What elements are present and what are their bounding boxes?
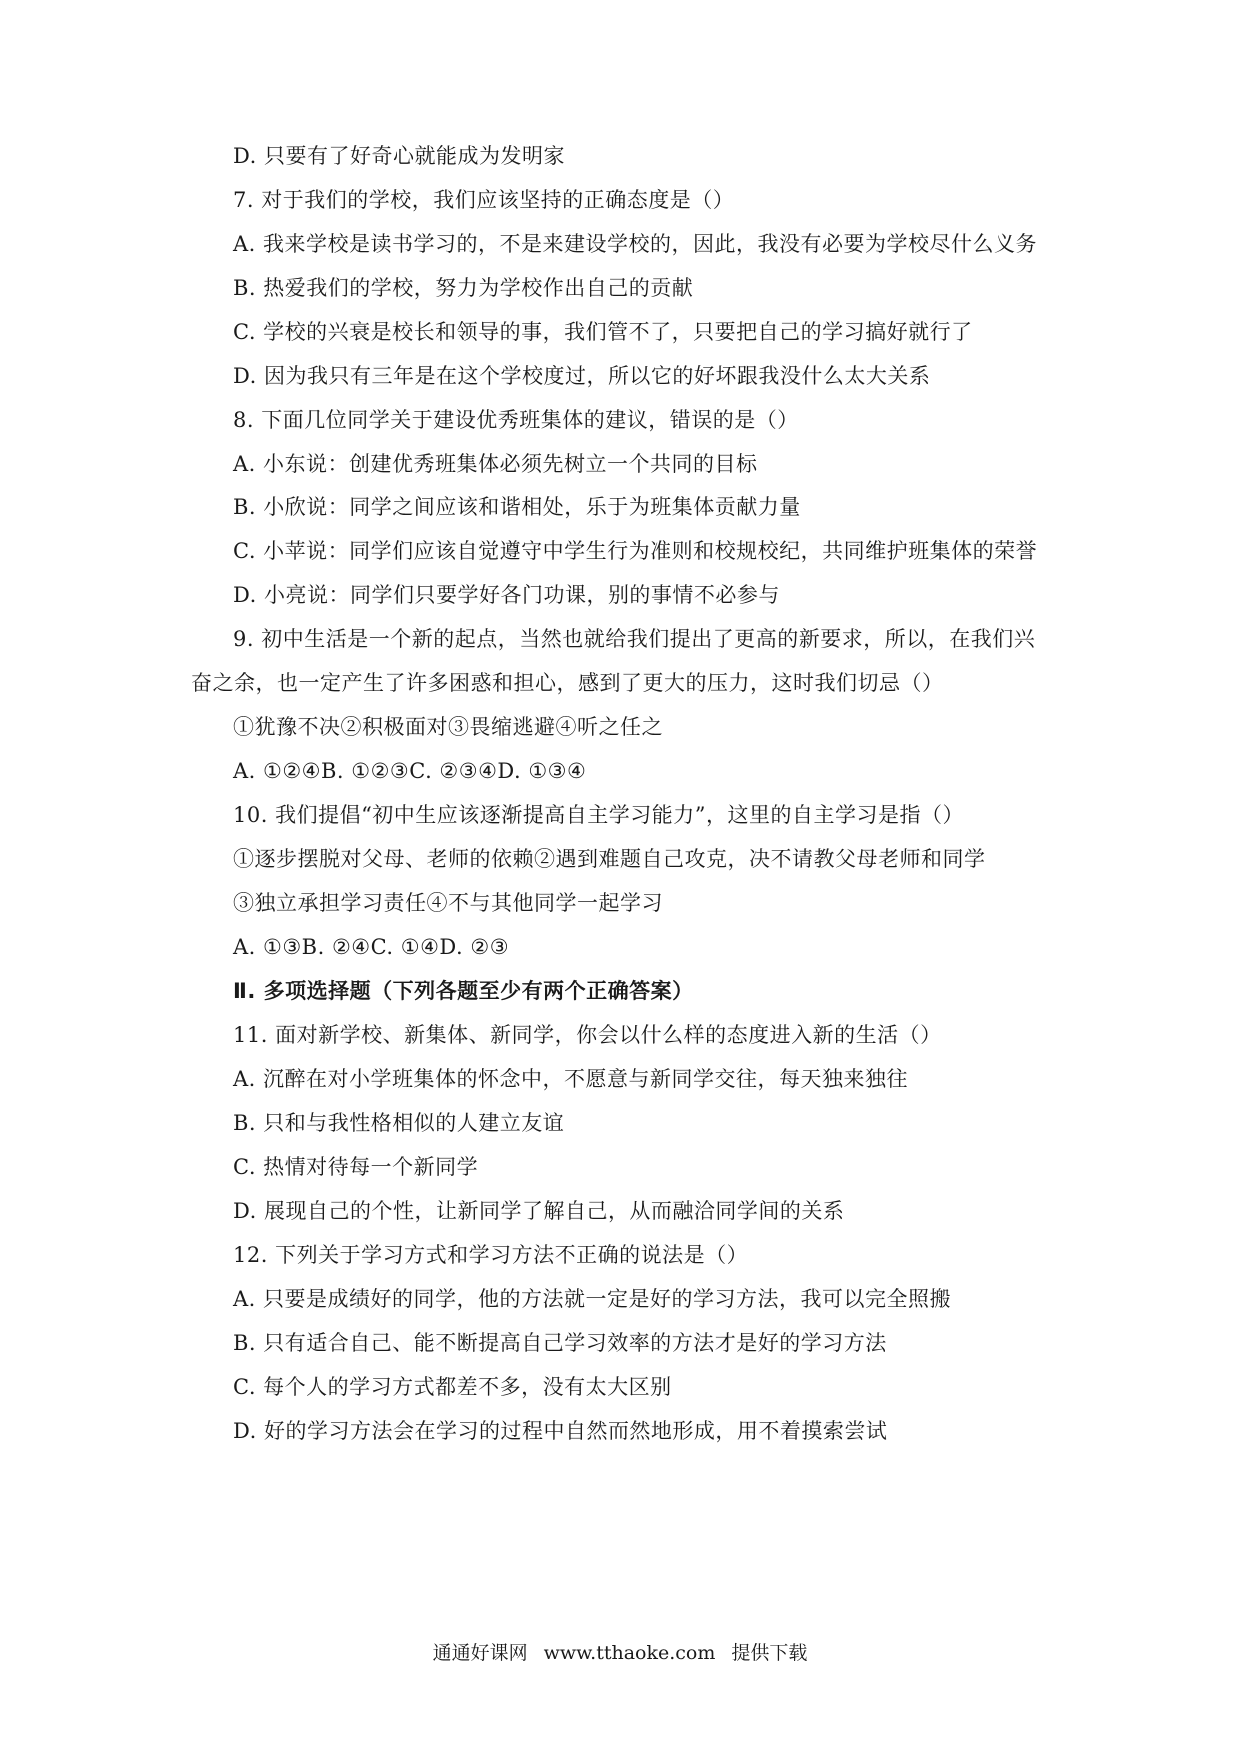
question-11: 11. 面对新学校、新集体、新同学，你会以什么样的态度进入新的生活（） xyxy=(233,1023,942,1047)
option-8b: B. 小欣说：同学之间应该和谐相处，乐于为班集体贡献力量 xyxy=(233,495,801,519)
option-11d: D. 展现自己的个性，让新同学了解自己，从而融洽同学间的关系 xyxy=(233,1199,845,1223)
question-9-items: ①犹豫不决②积极面对③畏缩逃避④听之任之 xyxy=(233,715,663,739)
option-7c: C. 学校的兴衰是校长和领导的事，我们管不了，只要把自己的学习搞好就行了 xyxy=(233,320,973,344)
option-8d: D. 小亮说：同学们只要学好各门功课，别的事情不必参与 xyxy=(233,583,780,607)
question-10: 10. 我们提倡“初中生应该逐渐提高自主学习能力”，这里的自主学习是指（） xyxy=(233,803,965,827)
option-7a: A. 我来学校是读书学习的，不是来建设学校的，因此，我没有必要为学校尽什么义务 xyxy=(233,232,1038,256)
option-11a: A. 沉醉在对小学班集体的怀念中，不愿意与新同学交往，每天独来独往 xyxy=(233,1067,909,1091)
option-12a: A. 只要是成绩好的同学，他的方法就一定是好的学习方法，我可以完全照搬 xyxy=(233,1287,952,1311)
options-10: A. ①③B. ②④C. ①④D. ②③ xyxy=(233,935,510,959)
option-12d: D. 好的学习方法会在学习的过程中自然而然地形成，用不着摸索尝试 xyxy=(233,1419,888,1443)
question-9-cont: 奋之余，也一定产生了许多困惑和担心，感到了更大的压力，这时我们切忌（） xyxy=(191,671,944,695)
page-footer xyxy=(0,1640,1240,1666)
option-8c: C. 小苹说：同学们应该自觉遵守中学生行为准则和校规校纪，共同维护班集体的荣誉 xyxy=(233,539,1038,563)
option-6d: D. 只要有了好奇心就能成为发明家 xyxy=(233,144,565,168)
option-11b: B. 只和与我性格相似的人建立友谊 xyxy=(233,1111,565,1135)
question-9: 9. 初中生活是一个新的起点，当然也就给我们提出了更高的新要求，所以，在我们兴 xyxy=(233,627,1036,651)
footer-url[interactable]: www.tthaoke.com xyxy=(543,1642,716,1664)
options-9: A. ①②④B. ①②③C. ②③④D. ①③④ xyxy=(233,759,587,783)
footer-suffix: 提供下载 xyxy=(731,1642,808,1664)
option-7d: D. 因为我只有三年是在这个学校度过，所以它的好坏跟我没什么太大关系 xyxy=(233,364,931,388)
footer-site-name: 通通好课网 xyxy=(432,1642,528,1664)
option-7b: B. 热爱我们的学校，努力为学校作出自己的贡献 xyxy=(233,276,694,300)
question-8: 8. 下面几位同学关于建设优秀班集体的建议，错误的是（） xyxy=(233,408,799,432)
option-12b: B. 只有适合自己、能不断提高自己学习效率的方法才是好的学习方法 xyxy=(233,1331,887,1355)
question-7: 7. 对于我们的学校，我们应该坚持的正确态度是（） xyxy=(233,188,735,212)
question-12: 12. 下列关于学习方式和学习方法不正确的说法是（） xyxy=(233,1243,749,1267)
option-11c: C. 热情对待每一个新同学 xyxy=(233,1155,479,1179)
option-8a: A. 小东说：创建优秀班集体必须先树立一个共同的目标 xyxy=(233,452,758,476)
option-12c: C. 每个人的学习方式都差不多，没有太大区别 xyxy=(233,1375,672,1399)
question-10-items-1: ①逐步摆脱对父母、老师的依赖②遇到难题自己攻克，决不请教父母老师和同学 xyxy=(233,847,986,871)
section-heading: Ⅱ. 多项选择题（下列各题至少有两个正确答案） xyxy=(233,979,694,1003)
question-10-items-2: ③独立承担学习责任④不与其他同学一起学习 xyxy=(233,891,663,915)
